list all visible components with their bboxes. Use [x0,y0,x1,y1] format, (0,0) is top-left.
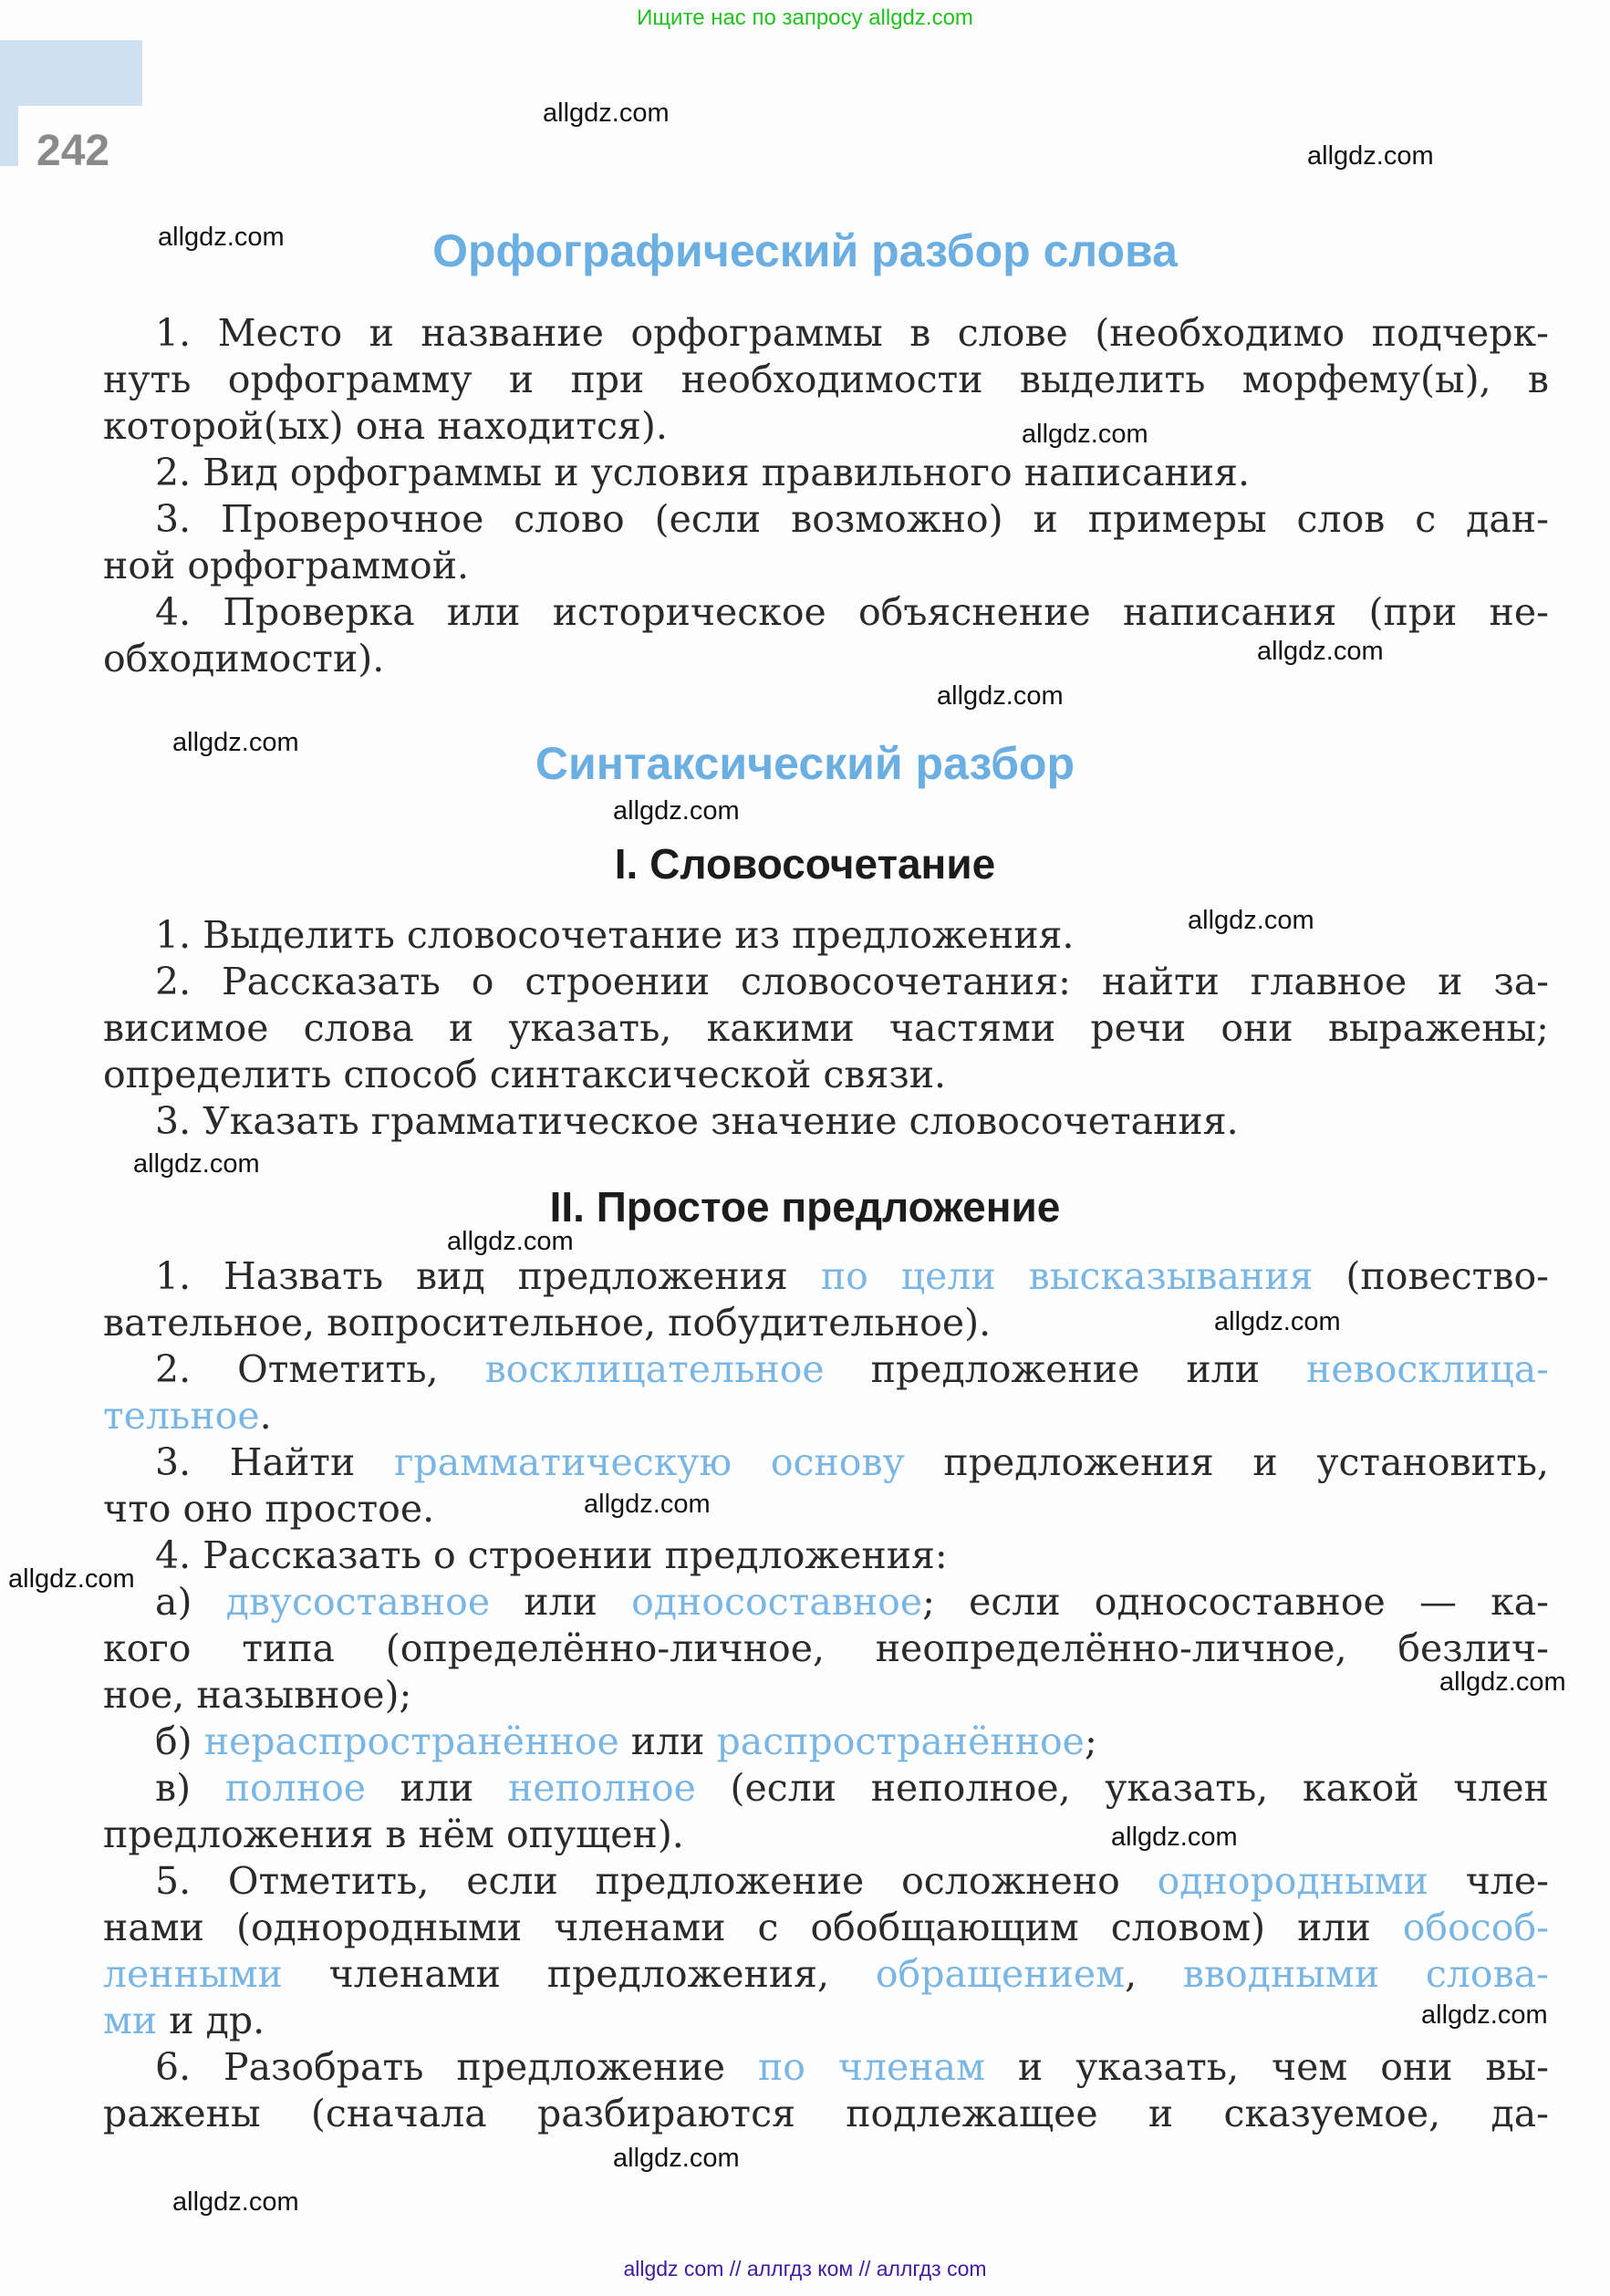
term-highlight: тельное [103,1394,260,1438]
watermark: allgdz.com [937,681,1064,711]
text-line: в) полное или неполное (если неполное, указать, какой член [155,1766,1549,1810]
term-highlight: обращением [875,1952,1126,1996]
text-line: 2. Отметить, восклицательное предложение или невосклица- [155,1347,1549,1391]
watermark: allgdz.com [1439,1667,1566,1697]
term-highlight: восклицательное [484,1347,825,1391]
watermark: allgdz.com [8,1564,135,1594]
watermark: allgdz.com [172,728,299,757]
text-line: висимое слова и указать, какими частями речи они выражены; [103,1006,1549,1050]
text-line: которой(ых) она находится). [103,404,668,448]
term-highlight: по цели высказывания [820,1254,1314,1298]
text-line: что оно простое. [103,1487,435,1531]
text-line: 3. Найти грамматическую основу предложения и установить, [155,1440,1550,1484]
text-line: 4. Рассказать о строении предложения: [155,1533,948,1577]
text-line: 2. Рассказать о строении словосочетания: найти главное и за- [155,960,1549,1003]
watermark: allgdz.com [1257,637,1384,666]
text-line: 6. Разобрать предложение по членам и указать, чем они вы- [155,2045,1549,2089]
text-line: ми и др. [103,1999,265,2042]
watermark: allgdz.com [172,2187,299,2217]
watermark: allgdz.com [543,99,670,128]
text-line: ражены (сначала разбираются подлежащее и сказуемое, да- [103,2092,1549,2135]
text-line: а) двусоставное или односоставное; если односоставное — ка- [155,1580,1550,1624]
text-line: вательное, вопросительное, побудительное). [103,1301,992,1345]
watermark: allgdz.com [1214,1307,1341,1336]
page-corner-decoration-side [0,106,18,166]
watermark: allgdz.com [613,2144,740,2173]
text-line: 2. Вид орфограммы и условия правильного написания. [155,451,1251,494]
watermark: allgdz.com [1022,420,1148,449]
text-line: 5. Отметить, если предложение осложнено однородными чле- [155,1859,1549,1903]
section-title-orthography: Орфографический разбор слова [432,225,1178,276]
footer-links[interactable]: allgdz com // аллгдз ком // аллгдз com [623,2257,987,2280]
text-line: кого типа (определённо-личное, неопределённо-личное, безлич- [103,1626,1549,1670]
term-highlight: распространённое [716,1719,1085,1763]
watermark: allgdz.com [584,1490,711,1519]
watermark: allgdz.com [1421,2000,1548,2030]
text-line: 1. Назвать вид предложения по цели высказывания (повество- [155,1254,1549,1298]
watermark: allgdz.com [1111,1823,1238,1852]
term-highlight: двусоставное [225,1580,491,1624]
watermark: allgdz.com [133,1149,260,1179]
term-highlight: полное [224,1766,367,1810]
term-highlight: обособ- [1402,1906,1549,1949]
watermark: allgdz.com [613,796,740,826]
term-highlight: ленными [103,1952,283,1996]
text-line: 1. Выделить словосочетание из предложения. [155,913,1075,957]
text-line: 4. Проверка или историческое объяснение написания (при не- [155,590,1549,634]
term-highlight: невосклица- [1306,1347,1549,1391]
text-line: 3. Указать грамматическое значение словосочетания. [155,1099,1239,1143]
term-highlight: нераспространённое [203,1719,619,1763]
text-line: 3. Проверочное слово (если возможно) и примеры слов с дан- [155,497,1549,541]
watermark: allgdz.com [158,223,285,252]
page-number: 242 [36,127,110,175]
text-line: б) нераспространённое или распространённое; [155,1719,1097,1763]
text-line: нуть орфограмму и при необходимости выделить морфему(ы), в [103,358,1549,401]
text-line: ной орфограммой. [103,544,470,587]
text-line: определить способ синтаксической связи. [103,1053,947,1096]
text-line: ленными членами предложения, обращением, вводными слова- [103,1952,1549,1996]
term-highlight: грамматическую основу [393,1440,905,1484]
subsection-title-phrase: I. Словосочетание [614,840,996,888]
term-highlight: ми [103,1999,158,2042]
simple-sentence-list [103,1253,1549,2137]
text-line: 1. Место и название орфограммы в слове (необходимо подчерк- [155,311,1549,355]
term-highlight: неполное [507,1766,696,1810]
text-line: предложения в нём опущен). [103,1813,684,1856]
watermark: allgdz.com [1307,141,1434,171]
term-highlight: по членам [757,2045,985,2089]
watermark: allgdz.com [447,1227,574,1256]
text-line: ное, назывное); [103,1673,412,1717]
section-title-syntax: Синтаксический разбор [535,738,1075,789]
text-line: нами (однородными членами с обобщающим словом) или обособ- [103,1906,1549,1949]
term-highlight: односоставное [631,1580,923,1624]
term-highlight: однородными [1157,1859,1428,1903]
term-highlight: вводными слова- [1182,1952,1549,1996]
search-banner[interactable]: Ищите нас по запросу allgdz.com [637,5,973,30]
orthography-list [103,310,1549,682]
page-corner-decoration [0,40,142,106]
subsection-title-simple-sentence: II. Простое предложение [549,1183,1061,1231]
phrase-list [103,912,1549,1145]
text-line: обходимости). [103,637,385,680]
text-line: тельное. [103,1394,272,1438]
watermark: allgdz.com [1188,906,1314,935]
